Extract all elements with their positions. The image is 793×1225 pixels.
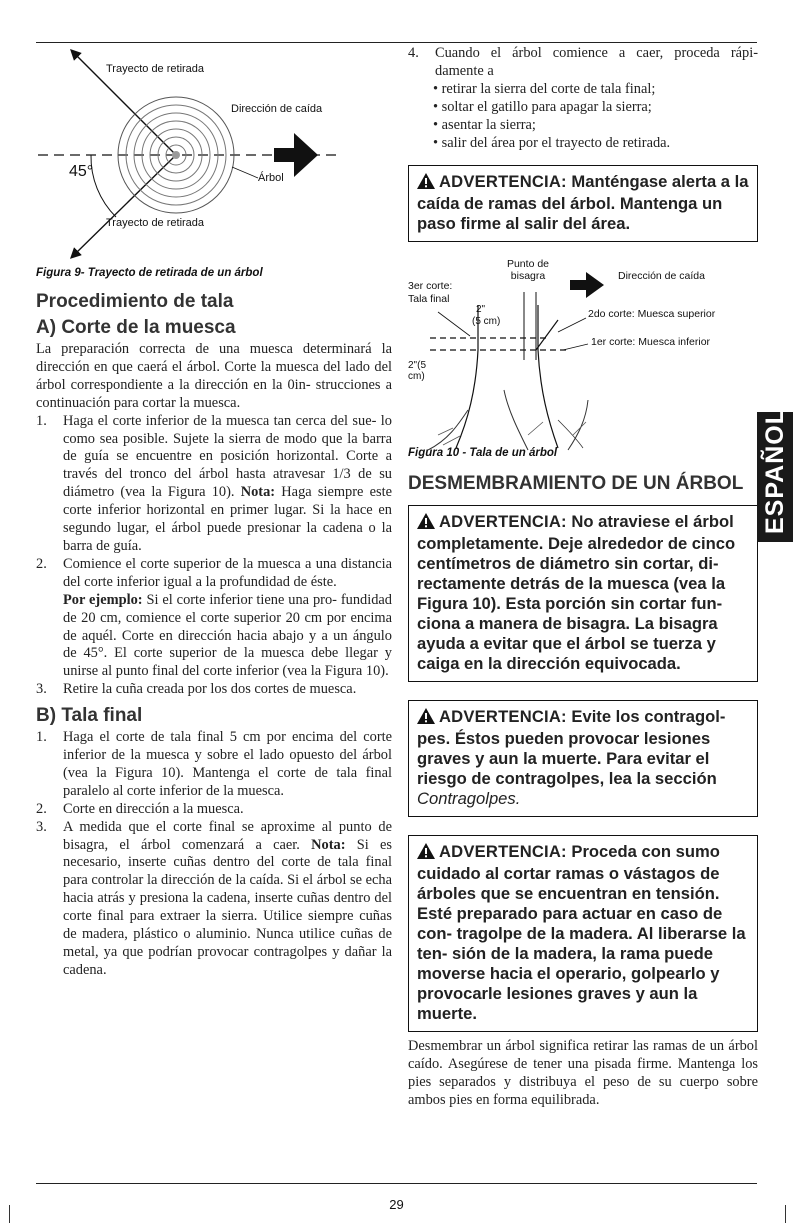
closing-paragraph: Desmembrar un árbol significa retirar las ramas de un árbol caído. Asegúrese de tener una pisada firme. Mantenga los pies separados y distribuya el peso de su cuerpo sobre ambos pies en forma equilibrada. <box>408 1038 758 1109</box>
label-2nd-cut: 2do corte: Muesca superior <box>588 308 716 321</box>
label-2in-left: 2"(5 cm) <box>408 360 427 383</box>
label-tree: Árbol <box>258 172 284 184</box>
notch-steps <box>36 413 392 700</box>
bottom-rule <box>36 1183 757 1184</box>
label-hinge: Punto de bisagra <box>506 258 550 283</box>
warning-box-hinge: ADVERTENCIA: No atraviese el árbol completamente. Deje alrededor de cinco centímetros de diámetro sin cortar, di- rectamente detrás de la muesca (vea la Figura 10). Esta porción sin cortar fun- ciona a manera de bisagra. La bisagra ayuda a evitar que el árbol se tuerza y caiga en la dirección equivocada. <box>408 505 758 682</box>
list-item: 4. Cuando el árbol comience a caer, proceda rápi- damente a <box>408 45 758 79</box>
list-item: 2. Corte en dirección a la muesca. <box>36 800 244 817</box>
final-steps <box>36 729 392 980</box>
list-item: • salir del área por el trayecto de retirada. <box>433 134 671 151</box>
list-item: • asentar la sierra; <box>433 116 536 133</box>
label-angle: 45° <box>69 163 94 180</box>
crop-mark-right <box>785 1205 786 1223</box>
list-item: • soltar el gatillo para apagar la sierra; <box>433 98 652 115</box>
fall-direction-arrow <box>570 272 604 298</box>
warning-triangle-icon <box>417 843 435 864</box>
figure-10-diagram <box>408 250 758 455</box>
warning-triangle-icon <box>417 708 435 729</box>
label-retreat-top: Trayecto de retirada <box>106 63 205 75</box>
warning-box-branches: ADVERTENCIA: Manténgase alerta a la caída de ramas del árbol. Mantenga un paso firme al salir del área. <box>408 165 758 242</box>
top-rule <box>36 42 757 43</box>
label-2in: 2" <box>476 304 486 316</box>
step-4 <box>408 45 758 81</box>
figure-9 <box>36 45 392 265</box>
label-fall-direction: Dirección de caída <box>618 270 705 283</box>
angle-arc <box>91 155 116 217</box>
warning-box-kickback: ADVERTENCIA: Evite los contragol- pes. Éstos pueden provocar lesiones graves y aun la muerte. Para evitar el riesgo de contragolpes, lea la sección Contragolpes. <box>408 700 758 817</box>
heading-tala-final: B) Tala final <box>36 705 143 727</box>
figure-10 <box>408 250 758 455</box>
warning-triangle-icon <box>417 173 435 194</box>
label-5cm: (5 cm) <box>472 316 501 328</box>
upper-notch-line <box>536 320 558 350</box>
heading-corte-muesca: A) Corte de la muesca <box>36 317 236 338</box>
list-item: 1. Haga el corte inferior de la muesca tan cerca del sue- lo como sea posible. Sujete la sierra de modo que la barra de guía se encuentre en posición horizontal. Corte a través del tronco del árbol hasta atravesar 1/3 de su diámetro (vea la Figura 10). Nota: Haga siempre este corte inferior horizontal en primer lugar. Si la hace en segundo lugar, el árbol puede presionar la cadena o la barra de guía. <box>36 412 392 554</box>
language-tab: ESPAÑOL <box>757 412 793 542</box>
list-item: 3. A medida que el corte final se aproxime al punto de bisagra, el árbol comenzará a caer. Nota: Si es necesario, inserte cuñas dentro del corte de tala final para controlar la dirección de la caída. Si el árbol se echa hacia atrás y presiona la cadena, inserte cuñas dentro del corte final para extraer la sierra. Utilice siempre cuñas de madera, plástico o aluminio. Nunca utilice cuñas de metal, ya que podrían provocar contragolpes y dañar la cadena. <box>36 818 393 978</box>
list-item: 2. Comience el corte superior de la muesca a una distancia del corte inferior igual a la profundidad de éste. Por ejemplo: Si el corte inferior tiene una pro- fundidad de 20 cm, comience el corte superior 20 cm por encima de aquél. Corte en dirección hacia abajo y a un ángulo de 45°. El corte superior de la muesca debe llegar y unirse al punto final del corte inferior (vea la Figura 10). <box>36 555 393 680</box>
label-fall-direction: Dirección de caída <box>231 103 323 115</box>
label-3rd-cut: 3er corte: <box>408 280 453 293</box>
label-retreat-bottom: Trayecto de retirada <box>106 217 205 229</box>
list-item: 3. Retire la cuña creada por los dos cortes de muesca. <box>36 681 357 698</box>
figure-9-diagram <box>36 45 392 265</box>
label-1st-cut: 1er corte: Muesca inferior <box>591 336 711 349</box>
page-number: 29 <box>389 1197 404 1212</box>
left-column <box>36 45 392 980</box>
crop-mark-left <box>9 1205 10 1223</box>
figure-10-caption: Figura 10 - Tala de un árbol <box>408 447 558 460</box>
right-column <box>408 45 758 1110</box>
fall-direction-arrow <box>274 133 318 177</box>
bullet-list <box>408 81 758 153</box>
heading-procedimiento: Procedimiento de tala <box>36 291 234 312</box>
intro-paragraph: La preparación correcta de una muesca determinará la dirección en que caerá el árbol. Corte la muesca del lado del árbol correspondiente a la dirección en la 0in- strucciones a continuación para cortar la muesca. <box>36 341 392 411</box>
warning-box-tension: ADVERTENCIA: Proceda con sumo cuidado al cortar ramas o vástagos de árboles que se encuentran en tensión. Esté preparado para actuar en caso de con- tragolpe de la madera. Al liberarse la ten- sión de la madera, la rama puede moverse hacia el operario, golpearlo y provocarle lesiones graves y aun la muerte. <box>408 835 758 1032</box>
label-final-cut: Tala final <box>408 293 450 306</box>
list-item: • retirar la sierra del corte de tala final; <box>433 80 656 97</box>
figure-9-caption: Figura 9- Trayecto de retirada de un árbol <box>36 267 263 279</box>
list-item: 1. Haga el corte de tala final 5 cm por encima del corte inferior de la muesca y sobre el lado opuesto del árbol (vea la Figura 10). Mantenga el corte de tala final paralelo al corte inferior de la muesca. <box>36 729 392 799</box>
heading-desmembramiento: DESMEMBRAMIENTO DE UN ÁRBOL <box>408 473 744 495</box>
warning-triangle-icon <box>417 513 435 534</box>
